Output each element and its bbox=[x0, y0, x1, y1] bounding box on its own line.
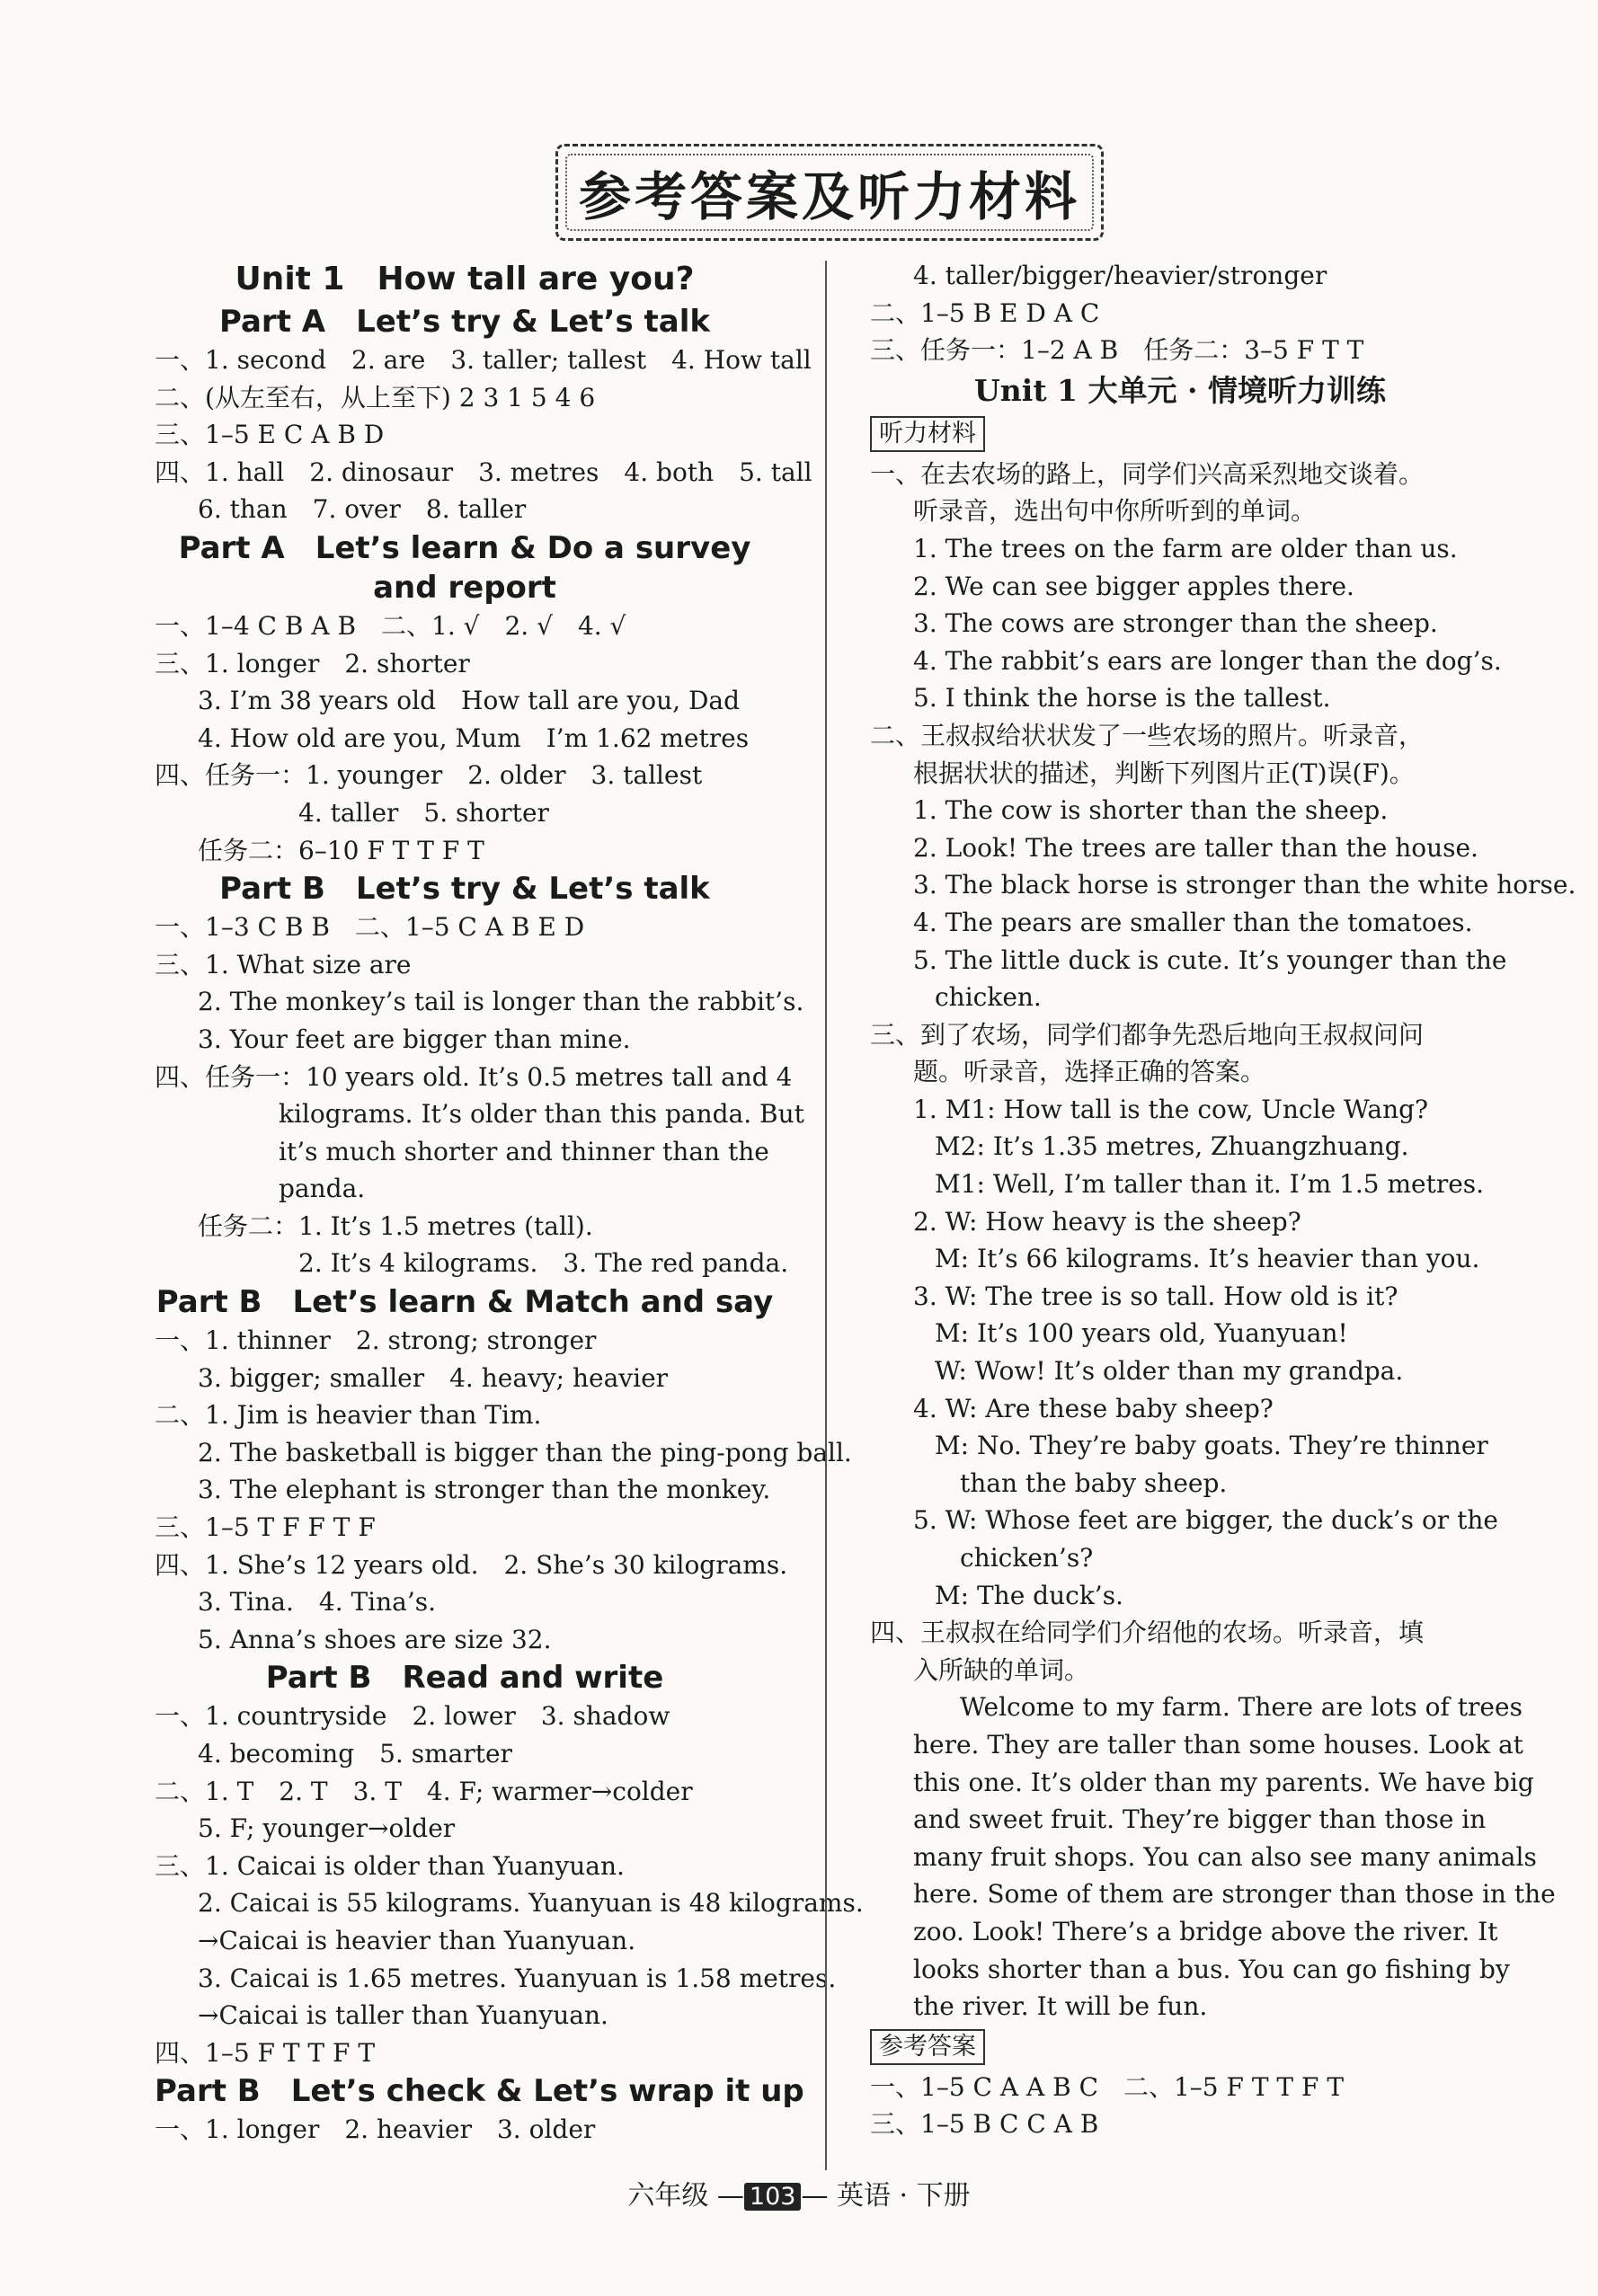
text-line: 一、1. second 2. are 3. taller; tallest 4. How tall bbox=[155, 345, 812, 375]
text-line: →Caicai is heavier than Yuanyuan. bbox=[198, 1925, 636, 1955]
text-line: kilograms. It’s older than this panda. But bbox=[279, 1099, 804, 1130]
footer-dash: — bbox=[716, 2180, 744, 2212]
text-line: M: It’s 66 kilograms. It’s heavier than you. bbox=[935, 1244, 1480, 1274]
text-line: 4. taller/bigger/heavier/stronger bbox=[913, 261, 1327, 290]
text-line: 3. Caicai is 1.65 metres. Yuanyuan is 1.58 metres. bbox=[198, 1963, 837, 1993]
section-heading: Part A Let’s learn & Do a survey bbox=[178, 529, 751, 566]
text-line: 2. We can see bigger apples there. bbox=[913, 571, 1354, 601]
text-line: 2. W: How heavy is the sheep? bbox=[913, 1206, 1301, 1237]
text-line: 四、王叔叔在给同学们介绍他的农场。听录音，填 bbox=[870, 1618, 1425, 1648]
text-line: the river. It will be fun. bbox=[913, 1991, 1208, 2022]
page-footer bbox=[0, 2173, 1598, 2212]
text-line: 4. taller 5. shorter bbox=[298, 797, 549, 828]
text-line: 题。听录音，选择正确的答案。 bbox=[913, 1057, 1266, 1087]
text-line: 2. The basketball is bigger than the ping-pong ball. bbox=[198, 1437, 852, 1467]
page-number: 103 bbox=[744, 2183, 802, 2211]
section-heading: and report bbox=[373, 569, 556, 606]
section-heading: Unit 1 How tall are you? bbox=[235, 261, 695, 297]
text-line: 3. I’m 38 years old How tall are you, Dad bbox=[198, 686, 741, 716]
text-line: 三、1–5 B C C A B bbox=[870, 2109, 1099, 2140]
section-label-box: 参考答案 bbox=[870, 2029, 985, 2065]
column-divider bbox=[825, 261, 827, 2170]
text-line: 听录音，选出句中你所听到的单词。 bbox=[913, 496, 1317, 527]
text-line: 二、1. T 2. T 3. T 4. F; warmer→colder bbox=[155, 1776, 693, 1806]
text-line: 1. The trees on the farm are older than us. bbox=[913, 533, 1458, 563]
text-line: 一、1–4 C B A B 二、1. √ 2. √ 4. √ bbox=[155, 610, 626, 641]
section-heading: Part B Let’s learn & Match and say bbox=[155, 1284, 774, 1321]
text-line: 一、1. thinner 2. strong; stronger bbox=[155, 1325, 597, 1356]
text-line: 4. W: Are these baby sheep? bbox=[913, 1393, 1274, 1423]
text-line: many fruit shops. You can also see many animals bbox=[913, 1841, 1537, 1872]
text-line: 4. becoming 5. smarter bbox=[198, 1739, 512, 1769]
text-line: M: It’s 100 years old, Yuanyuan! bbox=[935, 1318, 1348, 1349]
text-line: W: Wow! It’s older than my grandpa. bbox=[935, 1356, 1404, 1387]
text-line: M1: Well, I’m taller than it. I’m 1.5 metres. bbox=[935, 1169, 1485, 1200]
text-line: 一、1–3 C B B 二、1–5 C A B E D bbox=[155, 912, 585, 943]
text-line: 一、1. longer 2. heavier 3. older bbox=[155, 2114, 596, 2145]
text-line: 5. I think the horse is the tallest. bbox=[913, 683, 1331, 714]
text-line: 3. W: The tree is so tall. How old is it? bbox=[913, 1281, 1398, 1311]
text-line: 2. It’s 4 kilograms. 3. The red panda. bbox=[298, 1248, 789, 1279]
section-heading: Part A Let’s try & Let’s talk bbox=[218, 304, 711, 340]
text-line: 四、任务一：10 years old. It’s 0.5 metres tall and 4 bbox=[155, 1061, 793, 1092]
text-line: 3. bigger; smaller 4. heavy; heavier bbox=[198, 1362, 669, 1393]
text-line: 二、王叔叔给状状发了一些农场的照片。听录音， bbox=[870, 720, 1425, 750]
section-label-box: 听力材料 bbox=[870, 416, 985, 452]
text-line: 3. Your feet are bigger than mine. bbox=[198, 1024, 631, 1054]
footer-grade: 六年级 bbox=[627, 2180, 709, 2212]
text-line: looks shorter than a bus. You can go fishing by bbox=[913, 1954, 1510, 1984]
text-line: 3. The cows are stronger than the sheep. bbox=[913, 608, 1438, 639]
text-line: 2. The monkey’s tail is longer than the rabbit’s. bbox=[198, 987, 804, 1017]
section-heading: Part B Let’s check & Let’s wrap it up bbox=[155, 2073, 804, 2110]
text-line: 四、任务一：1. younger 2. older 3. tallest bbox=[155, 760, 703, 791]
text-line: 三、到了农场，同学们都争先恐后地向王叔叔问问 bbox=[870, 1019, 1425, 1050]
text-line: than the baby sheep. bbox=[960, 1467, 1228, 1498]
text-line: 3. Tina. 4. Tina’s. bbox=[198, 1587, 437, 1618]
text-line: 2. Look! The trees are taller than the house. bbox=[913, 832, 1478, 863]
text-line: 5. Anna’s shoes are size 32. bbox=[198, 1624, 552, 1654]
text-line: 二、1. Jim is heavier than Tim. bbox=[155, 1400, 542, 1431]
text-line: M: The duck’s. bbox=[935, 1580, 1123, 1610]
text-line: 3. The elephant is stronger than the monkey. bbox=[198, 1475, 771, 1505]
text-line: Welcome to my farm. There are lots of trees bbox=[960, 1692, 1523, 1723]
text-line: 三、1. Caicai is older than Yuanyuan. bbox=[155, 1850, 625, 1881]
text-line: 入所缺的单词。 bbox=[913, 1654, 1090, 1685]
right-column bbox=[870, 257, 1576, 2143]
text-line: 5. F; younger→older bbox=[198, 1813, 456, 1844]
text-line: 4. How old are you, Mum I’m 1.62 metres bbox=[198, 722, 750, 753]
left-column bbox=[155, 257, 864, 2149]
label-row bbox=[870, 2026, 1490, 2069]
section-heading: Unit 1 大单元 · 情境听力训练 bbox=[974, 372, 1386, 408]
text-line: 3. The black horse is stronger than the white horse. bbox=[913, 870, 1576, 900]
text-line: 1. M1: How tall is the cow, Uncle Wang? bbox=[913, 1094, 1429, 1124]
text-line: 四、1–5 F T T F T bbox=[155, 2037, 376, 2068]
text-line: 5. W: Whose feet are bigger, the duck’s or the bbox=[913, 1505, 1498, 1536]
text-line: 二、1–5 B E D A C bbox=[870, 297, 1100, 328]
text-line: 一、1–5 C A A B C 二、1–5 F T T F T bbox=[870, 2071, 1345, 2102]
text-line: 4. The pears are smaller than the tomatoes. bbox=[913, 907, 1473, 937]
text-line: →Caicai is taller than Yuanyuan. bbox=[198, 2000, 608, 2031]
text-line: chicken. bbox=[935, 982, 1042, 1013]
text-line: chicken’s? bbox=[960, 1543, 1094, 1573]
footer-subject: 英语 · 下册 bbox=[837, 2180, 971, 2212]
label-row bbox=[870, 412, 1490, 456]
text-line: 二、(从左至右，从上至下) 2 3 1 5 4 6 bbox=[155, 382, 596, 412]
text-line: 1. The cow is shorter than the sheep. bbox=[913, 795, 1389, 826]
text-line: 三、1. longer 2. shorter bbox=[155, 648, 470, 678]
text-line: 三、任务一：1–2 A B 任务二：3–5 F T T bbox=[870, 335, 1364, 366]
page-title-text: 参考答案及听力材料 bbox=[578, 166, 1080, 227]
text-line: M2: It’s 1.35 metres, Zhuangzhuang. bbox=[935, 1131, 1409, 1162]
text-line: 四、1. hall 2. dinosaur 3. metres 4. both 5. tall bbox=[155, 457, 812, 487]
text-line: 一、在去农场的路上，同学们兴高采烈地交谈着。 bbox=[870, 458, 1425, 489]
text-line: 6. than 7. over 8. taller bbox=[198, 494, 527, 525]
text-line: 三、1. What size are bbox=[155, 949, 412, 980]
text-line: 三、1–5 E C A B D bbox=[155, 420, 385, 450]
text-line: this one. It’s older than my parents. We have big bbox=[913, 1767, 1534, 1797]
text-line: here. Some of them are stronger than those in the bbox=[913, 1879, 1556, 1910]
text-line: here. They are taller than some houses. Look at bbox=[913, 1729, 1523, 1760]
text-line: panda. bbox=[279, 1174, 366, 1204]
text-line: 任务二：1. It’s 1.5 metres (tall). bbox=[198, 1210, 593, 1241]
footer-dash: — bbox=[801, 2180, 829, 2212]
page-title bbox=[555, 144, 1104, 241]
text-line: and sweet fruit. They’re bigger than those in bbox=[913, 1804, 1487, 1835]
text-line: 5. The little duck is cute. It’s younger than the bbox=[913, 944, 1507, 975]
text-line: 一、1. countryside 2. lower 3. shadow bbox=[155, 1701, 670, 1732]
text-line: it’s much shorter and thinner than the bbox=[279, 1136, 769, 1166]
text-line: 三、1–5 T F F T F bbox=[155, 1512, 376, 1543]
text-line: 4. The rabbit’s ears are longer than the dog’s. bbox=[913, 645, 1502, 676]
text-line: M: No. They’re baby goats. They’re thinner bbox=[935, 1431, 1488, 1461]
text-line: 根据状状的描述，判断下列图片正(T)误(F)。 bbox=[913, 758, 1415, 788]
text-line: 2. Caicai is 55 kilograms. Yuanyuan is 48 kilograms. bbox=[198, 1888, 864, 1919]
section-heading: Part B Let’s try & Let’s talk bbox=[219, 871, 710, 908]
text-line: 任务二：6–10 F T T F T bbox=[198, 835, 484, 865]
section-heading: Part B Read and write bbox=[265, 1660, 664, 1697]
text-line: 四、1. She’s 12 years old. 2. She’s 30 kilograms. bbox=[155, 1549, 788, 1580]
text-line: zoo. Look! There’s a bridge above the river. It bbox=[913, 1916, 1498, 1946]
